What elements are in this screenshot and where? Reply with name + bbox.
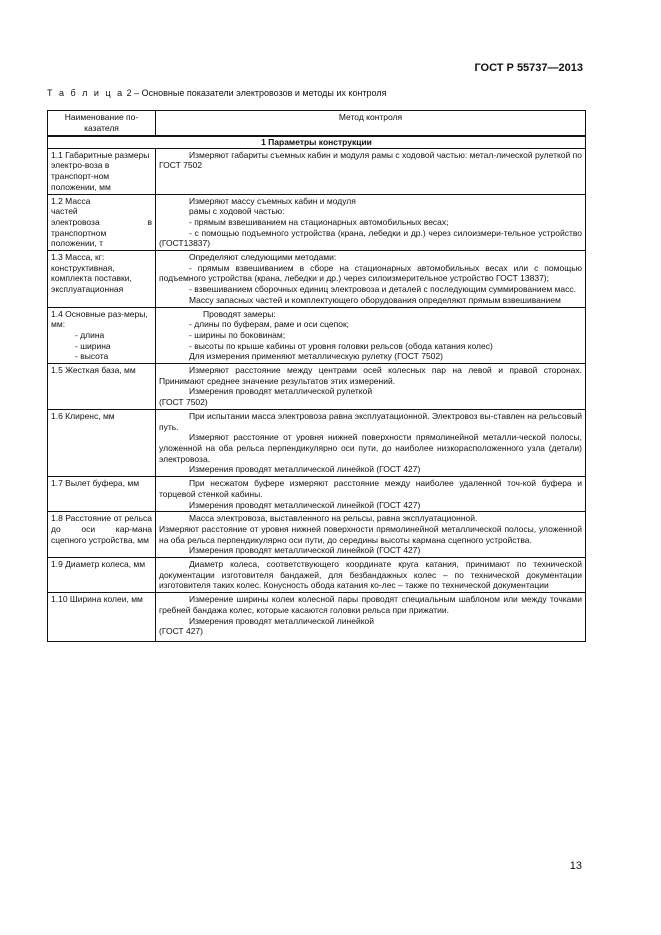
parameter-name: 1.2 Масса bbox=[51, 195, 91, 206]
method-text: Измеряют расстояние между центрами осей колесных пар на левой и правой сторонах. Принимают среднее значение результатов этих измерений. bbox=[159, 365, 582, 386]
method-text: Диаметр колеса, соответствующего координате круга катания, принимают по технической документации изготовителя бандажей, для безбандажных колес – по технической документации изготовителя таких колес. Конусность обода катания ко-лес – также по технической документации bbox=[159, 559, 582, 591]
method-text: Измеряют расстояние от уровня нижней поверхности прямолинейной металлической полосы, уложенной на оба рельса перпендикулярно оси пути, до середины высоты кармана сцепного устройства. bbox=[159, 523, 582, 545]
caption-text: 2 – Основные показатели электровозов и методы их контроля bbox=[124, 88, 387, 98]
table-header-row bbox=[48, 111, 586, 137]
standard-number: ГОСТ Р 55737—2013 bbox=[474, 62, 583, 74]
table-row bbox=[48, 148, 586, 194]
method-cell bbox=[156, 593, 586, 642]
method-text: Измерение ширины колеи колесной пары проводят специальным шаблоном или между точками гребней бандажа колес, которые касаются головки рельса при прижатии. bbox=[159, 594, 582, 615]
method-text: - длины по буферам, раме и оси сцепок; bbox=[189, 319, 350, 330]
method-text: - ширины по боковинам; bbox=[189, 329, 286, 340]
parameter-name-cell bbox=[48, 307, 156, 364]
table-row bbox=[48, 364, 586, 410]
parameter-name: частей bbox=[51, 206, 78, 217]
parameter-name: 1.7 Вылет буфера, мм bbox=[51, 478, 140, 489]
parameter-name-cell bbox=[48, 593, 156, 642]
method-text: рамы с ходовой частью: bbox=[189, 206, 285, 217]
parameter-name: 1.3 Масса, кг: конструктивная, комплекта поставки, эксплуатационная bbox=[51, 252, 132, 295]
table-row bbox=[48, 194, 586, 251]
method-cell bbox=[156, 364, 586, 410]
parameter-name: 1.1 Габаритные размеры электро-воза в транспорт-ном положении, мм bbox=[51, 149, 150, 192]
parameter-name-cell bbox=[48, 148, 156, 194]
method-text: При испытании масса электровоза равна эксплуатационной. Электровоз вы-ставлен на рельсовый путь. bbox=[159, 410, 582, 432]
method-text: Измерения проводят металлической линейкой (ГОСТ 427) bbox=[189, 464, 421, 475]
parameter-name-cell bbox=[48, 194, 156, 251]
method-text: Измерения проводят металлической линейкой (ГОСТ 427) bbox=[189, 545, 421, 556]
table-row bbox=[48, 512, 586, 558]
table-row bbox=[48, 558, 586, 593]
table-row bbox=[48, 251, 586, 308]
table-caption bbox=[47, 88, 386, 98]
parameter-name-cell bbox=[48, 409, 156, 476]
parameter-name: - высота bbox=[75, 351, 109, 362]
parameter-name: электровоза в bbox=[51, 216, 152, 227]
method-text: Измеряют расстояние от уровня нижней поверхности прямолинейной металли-ческой полосы, уложенной на оба рельса перпендикулярно оси пути, до наиболее низкорасположенного узла (детали) электровоза. bbox=[159, 432, 582, 464]
method-text: Определяют следующими методами: bbox=[189, 252, 337, 263]
section-title: 1 Параметры конструкции bbox=[48, 136, 586, 148]
parameter-name-cell bbox=[48, 477, 156, 512]
method-text: - прямым взвешиванием в сборе на стационарных автомобильных весах или с помощью подъемного устройства (крана, лебедки и др.) через силоизмерительное устройство ГОСТ 13837); bbox=[159, 262, 582, 284]
table-row bbox=[48, 307, 586, 364]
method-text: - прямым взвешиванием на стационарных автомобильных весах; bbox=[189, 216, 449, 227]
method-text: Масса электровоза, выставленного на рельсы, равна эксплуатационной. bbox=[189, 513, 478, 524]
parameter-name: транспортном bbox=[51, 227, 107, 238]
parameter-name: 1.4 Основные раз-меры, мм: bbox=[51, 308, 148, 330]
method-text: Для измерения применяют металлическую рулетку (ГОСТ 7502) bbox=[189, 351, 443, 362]
method-text: Измерения проводят металлической рулеткой bbox=[189, 386, 373, 397]
table-row bbox=[48, 593, 586, 642]
method-cell bbox=[156, 512, 586, 558]
method-cell bbox=[156, 558, 586, 593]
page-number: 13 bbox=[569, 860, 582, 872]
method-cell bbox=[156, 307, 586, 364]
parameter-name: - длина bbox=[75, 329, 105, 340]
parameter-name: 1.5 Жесткая база, мм bbox=[51, 365, 136, 376]
method-cell bbox=[156, 477, 586, 512]
method-text: Измерения проводят металлической линейкой (ГОСТ 427) bbox=[189, 499, 421, 510]
method-text: - взвешиванием сборочных единиц электровоза и деталей с последующим суммированием масс. bbox=[189, 284, 576, 295]
parameter-name: 1.10 Ширина колеи, мм bbox=[51, 594, 143, 605]
table-row bbox=[48, 409, 586, 476]
method-text: Измерения проводят металлической линейкой bbox=[189, 615, 374, 626]
method-cell bbox=[156, 251, 586, 308]
parameter-name-cell bbox=[48, 251, 156, 308]
parameter-name-cell bbox=[48, 512, 156, 558]
method-cell bbox=[156, 409, 586, 476]
method-text: Массу запасных частей и комплектующего оборудования определяют прямым взвешиванием bbox=[189, 294, 561, 305]
caption-prefix: Т а б л и ц а bbox=[47, 88, 125, 98]
method-text: (ГОСТ 7502) bbox=[159, 397, 208, 408]
method-cell bbox=[156, 194, 586, 251]
method-text: - высоты по крыше кабины от уровня головки рельсов (обода катания колес) bbox=[189, 340, 493, 351]
method-text: Проводят замеры: bbox=[203, 308, 276, 319]
parameter-name: 1.9 Диаметр колеса, мм bbox=[51, 559, 146, 570]
method-text: При несжатом буфере измеряют расстояние между наиболее удаленной точ-кой буфера и торцевой стенкой кабины. bbox=[159, 478, 582, 499]
method-text: Измеряют массу съемных кабин и модуля bbox=[189, 195, 356, 206]
parameter-name-cell bbox=[48, 364, 156, 410]
parameters-table bbox=[47, 110, 586, 642]
parameter-name: 1.8 Расстояние от рельса до оси кар-мана сцепного устройства, мм bbox=[51, 513, 152, 545]
parameter-name-cell bbox=[48, 558, 156, 593]
method-cell bbox=[156, 148, 586, 194]
section-row bbox=[48, 136, 586, 148]
method-text: (ГОСТ 427) bbox=[159, 626, 203, 637]
method-text: Измеряют габариты съемных кабин и модуля рамы с ходовой частью: метал-лической рулеткой по ГОСТ 7502 bbox=[159, 149, 582, 171]
method-text: - с помощью подъемного устройства (крана, лебедки и др.) через силоизмери-тельное устройство (ГОСТ13837) bbox=[159, 227, 582, 249]
table-row bbox=[48, 477, 586, 512]
parameter-name: положении, т bbox=[51, 238, 104, 249]
column-header-method: Метод контроля bbox=[156, 111, 586, 137]
column-header-name: Наименование по-казателя bbox=[48, 111, 156, 137]
parameter-name: - ширина bbox=[75, 340, 111, 351]
parameter-name: 1.6 Клиренс, мм bbox=[51, 410, 115, 421]
